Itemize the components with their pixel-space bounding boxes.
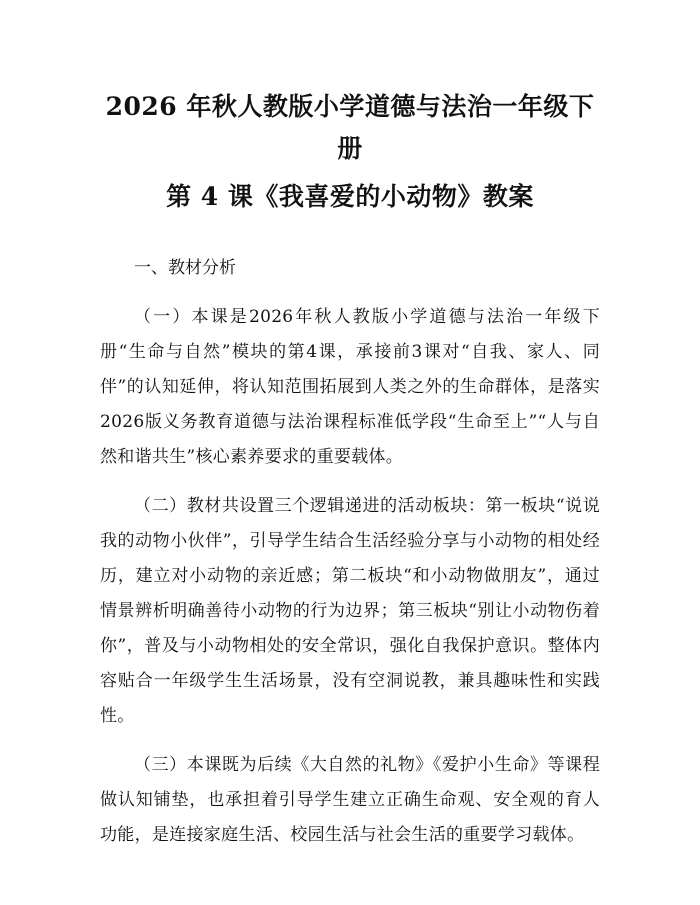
- paragraph-2: （二）教材共设置三个逻辑递进的活动板块：第一板块“说说我的动物小伙伴”，引导学生结合生活经验分享与小动物的相处经历，建立对小动物的亲近感；第二板块“和小动物做朋友”，通过情景辨析明确善待小动物的行为边界；第三板块“别让小动物伤着你”，普及与小动物相处的安全常识，强化自我保护意识。整体内容贴合一年级学生生活场景，没有空洞说教，兼具趣味性和实践性。: [100, 496, 600, 726]
- title-line-2: 第 4 课《我喜爱的小动物》教案: [166, 182, 534, 211]
- section-heading: 一、教材分析: [134, 258, 236, 278]
- paragraph-3: （三）本课既为后续《大自然的礼物》《爱护小生命》等课程做认知铺垫，也承担着引导学生建立正确生命观、安全观的育人功能，是连接家庭生活、校园生活与社会生活的重要学习载体。: [100, 755, 600, 845]
- document-title: [100, 86, 600, 218]
- paragraph-1: （一）本课是2026年秋人教版小学道德与法治一年级下册“生命与自然”模块的第4课，承接前3课对“自我、家人、同伴”的认知延伸，将认知范围拓展到人类之外的生命群体，是落实2026版义务教育道德与法治课程标准低学段“生命至上”“人与自然和谐共生”核心素养要求的重要载体。: [100, 307, 600, 467]
- title-line-1: 2026 年秋人教版小学道德与法治一年级下册: [105, 92, 595, 163]
